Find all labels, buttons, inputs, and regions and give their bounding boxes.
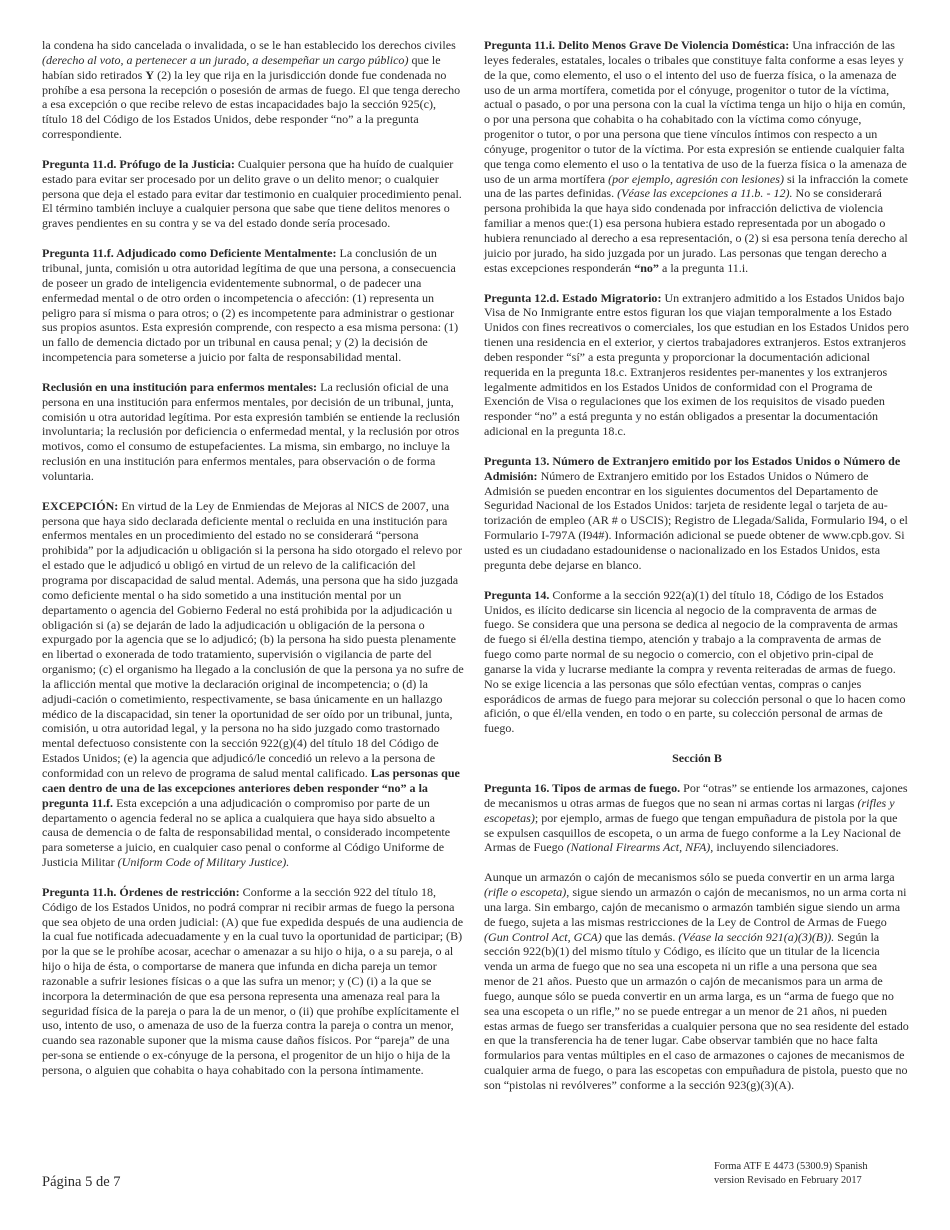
heading-question-11i: Pregunta 11.i. Delito Menos Grave De Violencia Doméstica: [484,38,790,52]
heading-question-11d: Pregunta 11.d. Prófugo de la Justicia: [42,156,235,171]
heading-mental-institution: Reclusión en una institución para enfermos mentales: [42,379,318,394]
form-identifier-line-1: Forma ATF E 4473 (5300.9) Spanish [714,1161,868,1172]
heading-question-11h: Pregunta 11.h. Órdenes de restricción: [42,884,240,899]
heading-question-11f: Pregunta 11.f. Adjudicado como Deficiente Mentalmente: [42,246,337,261]
paragraph-civil-rights-restored: la condena ha sido cancelada o invalidada, o se le han establecido los derechos civiles (derecho al voto, a pertenecer a un jurado, a desempeñar un cargo público) que le habían sido retirados Y (2) la ley que rija en la jurisdicción donde fue condenada no prohíbe a esa persona la recepción o posesión de armas de fuego. El que tenga derecho a esa excepción o que recibe relevo de estas incapacidades bajo la sección 925(c), título 18 del Código de los Estados Unidos, debe responder “no” a la pregunta correspondiente. [42,38,461,142]
paragraph-question-16: Pregunta 16. Tipos de armas de fuego. Por “otras” se entiende los armazones, cajones de mecanismos u otras armas de fuegos que no sean ni armas cortas ni largas (rifles y escopetas); por ejemplo, armas de fuego que tengan empuñadura de pistola por la que se expulsen casquillos de escopeta, o un arma de fuego conforme a la Ley Nacional de Armas de Fuego (National Firearms Act, NFA), incluyendo silenciadores. [484,780,908,855]
paragraph-question-12d: Pregunta 12.d. Estado Migratorio: Un extranjero admitido a los Estados Unidos bajo Visa de No Inmigrante entre estos figuran los que viajan temporalmente a los Estado Unidos con fines recreativos o comerciales, los que estudian en los Estados Unidos pero tienen una residencia en el exterior, y ciertos trabajadores extranjeros. Estos extranjeros deben responder “sí” a esta pregunta y proporcionar la documentación adicional requerida en la pregunta 18.c. Extranjeros residentes per-manentes y los extranjeros legalmente admitidos en los Estados Unidos de conformidad con el Programa de Exención de Visa o regulaciones que los eximen de los requisitos de visado pueden responder “no” a está pregunta y no están obligados a presentar la documentación adicional en la pregunta 18.c. [484,290,909,439]
heading-question-13: Pregunta 13. Número de Extranjero emitido por los Estados Unidos o Número de Admisión: [484,453,901,483]
heading-question-12d: Pregunta 12.d. Estado Migratorio: [484,290,662,305]
paragraph-frames-receivers: Aunque un armazón o cajón de mecanismos sólo se pueda convertir en un arma larga (rifle o escopeta), sigue siendo un armazón o cajón de mecanismos, no un arma corta ni una larga. Sin embargo, cajón de mecanismo o armazón también sigue siendo un arma de fuego, sujeta a las mismas restricciones de la Ley de Control de Armas de Fuego (Gun Control Act, GCA) que las demás. (Véase la sección 921(a)(3)(B)). Según la sección 922(b)(1) del mismo título y Código, es ilícito que un titular de la licencia venda un arma de fuego que no sea una escopeta ni un rifle a una persona que sea menor de 21 años. Puesto que un armazón o cajón de mecanismos para un arma de fuego, aunque sólo se pueda convertir en un arma larga, es un “arma de fuego que no sea una escopeta o un rifle,” no se puede entregar a un menor de 21 años, ni pueden estas armas de fuego ser transferidas a cualquier persona que no sea residente del estado en que la transferencia ha de tener lugar. Cabe observar también que no hace falta formularios para ventas múltiples en el caso de armazones o cajones de mecanismos de cualquier arma de fuego, o para las escopetas con empuñadura de pistola, puesto que no son “pistolas ni revólveres” conforme a la sección 923(g)(3)(A). [484,870,909,1092]
paragraph-question-11f: Pregunta 11.f. Adjudicado como Deficiente Mentalmente: La conclusión de un tribunal, junta, comisión u otra autoridad legítima de que una persona, a consecuencia de poseer un grado de inteligencia evidentemente subnormal, o de padecer una enfermedad mental o de otro orden o incompetencia o afección: (1) representa un peligro para sí misma o para otros; o (2) es incompetente para administrar o gestionar sus propios asuntos. Esta expresión comprende, con respecto a esa misma persona: (1) un fallo de demencia dictado por un tribunal en causa penal; y (2) la decisión de incompetencia para someterse a juicio por falta de responsabilidad mental. [42,246,459,365]
heading-question-14: Pregunta 14. [484,587,550,602]
paragraph-mental-institution: Reclusión en una institución para enfermos mentales: La reclusión oficial de una persona en una institución para enfermos mentales, por decisión de un tribunal, junta, comisión u otra autoridad legítima. Por esta expresión también se entiende la reclusión involuntaria; la reclusión por deficiencia o enfermedad mental, y la reclusión por otros motivos, como el consumo de estupefacientes. La misma, sin embargo, no incluye la reclusión en una institución para enfermos mentales, para observación o de forma voluntaria. [42,379,460,483]
paragraph-question-11i: Pregunta 11.i. Delito Menos Grave De Violencia Doméstica: Una infracción de las leyes federales, estatales, locales o tribales que constituye falta conforme a esas leyes y de la que, como elemento, el uso o el intento del uso de fuerza física, o la amenaza de uso de un arma mortífera, cometida por el cónyuge, progenitor o tutor de la víctima, actual o pasado, o por una persona con la cual la víctima tenga un hijo o hija en común, o por una persona que cohabita o ha cohabitado con la víctima como cónyuge, progenitor o tutor, o por una persona que tiene vínculos íntimos con respecto a un cónyuge, progenitor o tutor de la víctima. Por esta expresión se entiende cualquier falta que tenga como elemento el uso o la tentativa de uso de la fuerza física o la amenaza de uso de un arma mortífera (por ejemplo, agresión con lesiones) si la infracción la comete una de las partes definidas. (Véase las excepciones a 11.b. - 12). No se considerará persona prohibida la que haya sido condenada por infracción delictiva de violencia familiar a menos que:(1) esa persona hubiera estado representada por un abogado o hubiera renunciado al derecho a esa representación, o (2) si esa persona tenía derecho al juicio por jurado, ha sido juzgada por un jurado. Las personas que tengan derecho a estas excepciones responderán “no” a la pregunta 11.i. [484,38,909,275]
left-column [42,38,464,1093]
form-identifier-line-2: version Revisado en February 2017 [714,1174,862,1186]
page-number: Página 5 de 7 [42,1174,121,1190]
section-b-heading: Sección B [672,751,722,766]
paragraph-question-11h: Pregunta 11.h. Órdenes de restricción: Conforme a la sección 922 del título 18, Código de los Estados Unidos, no podrá comprar ni recibir armas de fuego la persona que sea objeto de una orden judicial: (A) que fue expedida después de una audiencia de la cual fue notificada adecuadamente y en la cual tuvo la oportunidad de participar; (B) por la que se le prohíbe acosar, acechar o amenazar a su hijo o hija, o a su pareja, o al hijo o hija de ésta, o comportarse de manera que infunda en dicha pareja un temor razonable a sufrir lesiones físicas o a que las sufra un menor; y (C) (i) a la que se incorpora la determinación de que esa persona representa una amenaza real para la seguridad física de la pareja o para la de un menor, o (ii) que prohíbe explícitamente el uso, intento de uso, o amenaza de uso de la fuerza contra la pareja o contra un menor, cuando sea razonable suponer que la misma cause daños físicos. Por “pareja” de una per-sona se entiende o ex-cónyuge de la persona, el progenitor de un hijo o hija de la persona, o alguien que cohabita o haya cohabitado con la persona íntimamente. [42,884,464,1077]
paragraph-question-14: Pregunta 14. Conforme a la sección 922(a)(1) del título 18, Código de los Estados Unidos, es ilícito dedicarse sin licencia al negocio de la compraventa de armas de fuego. Se considera que una persona se dedica al negocio de la compraventa de armas de fuego si él/ella destina tiempo, atención y trabajo a la compraventa de armas de fuego como parte normal de su negocio o comercio, con el objetivo prin-cipal de ganarse la vida y lucrarse mediante la compra y reventa reiteradas de armas de fuego. No se exige licencia a las personas que sólo efectúan ventas, compras o canjes esporádicos de armas de fuego para mejorar su colección personal o que lo hacen como afición, o que él/ella venden, en todo o en parte, su colección personal de armas de fuego. [484,587,906,736]
paragraph-question-13: Pregunta 13. Número de Extranjero emitido por los Estados Unidos o Número de Admisión: Número de Extranjero emitido por los Estados Unidos o Número de Admisión se pueden encontrar en los siguientes documentos del Departamento de Seguridad Nacional de los Estados Unidos: tarjeta de residente legal o tarjeta de au-torización de empleo (AR # o USCIS); Registro de Llegada/Salida, Formulario I94, o el Formulario I-797A (I94#). Información adicional se puede obtener de www.cpb.gov. Si usted es un ciudadano estadounidense o nacionalizado en los Estados Unidos, esta pregunta debe dejarse en blanco. [484,453,908,572]
paragraph-question-11d: Pregunta 11.d. Prófugo de la Justicia: Cualquier persona que ha huído de cualquier estado para evitar ser procesado por un delito grave o un delito menor; o cualquier persona que deja el estado para evitar dar testimonio en cualquier procedimiento penal. El término también incluye a cualquier persona que sabe que tiene delitos menores o graves pendientes en su contra y se va del estado donde sería procesado. [42,156,462,231]
heading-exception: EXCEPCIÓN: [42,498,119,513]
form-identifier [714,1160,868,1187]
right-column [484,38,910,1108]
paragraph-exception: EXCEPCIÓN: En virtud de la Ley de Enmiendas de Mejoras al NICS de 2007, una persona que haya sido declarada deficiente mental o recluida en una institución para enfermos mentales en un procedimiento del estado no se considerará “persona prohibida” por la adjudicación u obligación si la persona ha sido otorgado el relevo por el estado que le adjudicó u obligó en virtud de un relevo de la calificación del programa por discapacidad de salud mental. Además, una persona que ha sido juzgada como deficiente mental o ha sido sometido a una institución mental por un departamento o agencia del Gobierno Federal no está prohibida por la adjudicación u obligación si (a) se dejarán de lado la adjudicación u obligación de la persona o expurgado por la agencia que se lo adjudicó; (b) la persona ha sido puesta plenamente en libertad o exonerada de todo tratamiento, supervisión o vigilancia de parte del organismo; (c) el organismo ha llegado a la conclusión de que la persona ya no sufre de la aflicción mental que motive la declaración original de incompetencia; o (d) la adjudi-cación o cometimiento, respectivamente, se basa únicamente en un hallazgo médico de la discapacidad, sin tener la oportunidad de ser oído por un tribunal, junta, comisión, u otra autoridad legal, y la persona no ha sido juzgado como trastornado mental defectuoso consistente con la sección 922(g)(4) del título 18 del Código de Estados Unidos; (e) la agencia que adjudicó/le concedió un relevo a la persona de conformidad con un relevo de programa de salud mental calificado. Las personas que caen dentro de una de las excepciones anteriores deben responder “no” a la pregunta 11.f. Esta excepción a una adjudicación o compromiso por parte de un departamento o agencia federal no se aplica a cualquiera que haya sido absuelto a causa de demencia o de falta de responsabilidad mental, o considerado incompetente para someterse a juicio, en cualquier caso penal o conforme al Código Uniforme de Justicia Militar (Uniform Code of Military Justice). [42,498,464,870]
heading-question-16: Pregunta 16. Tipos de armas de fuego. [484,780,681,795]
